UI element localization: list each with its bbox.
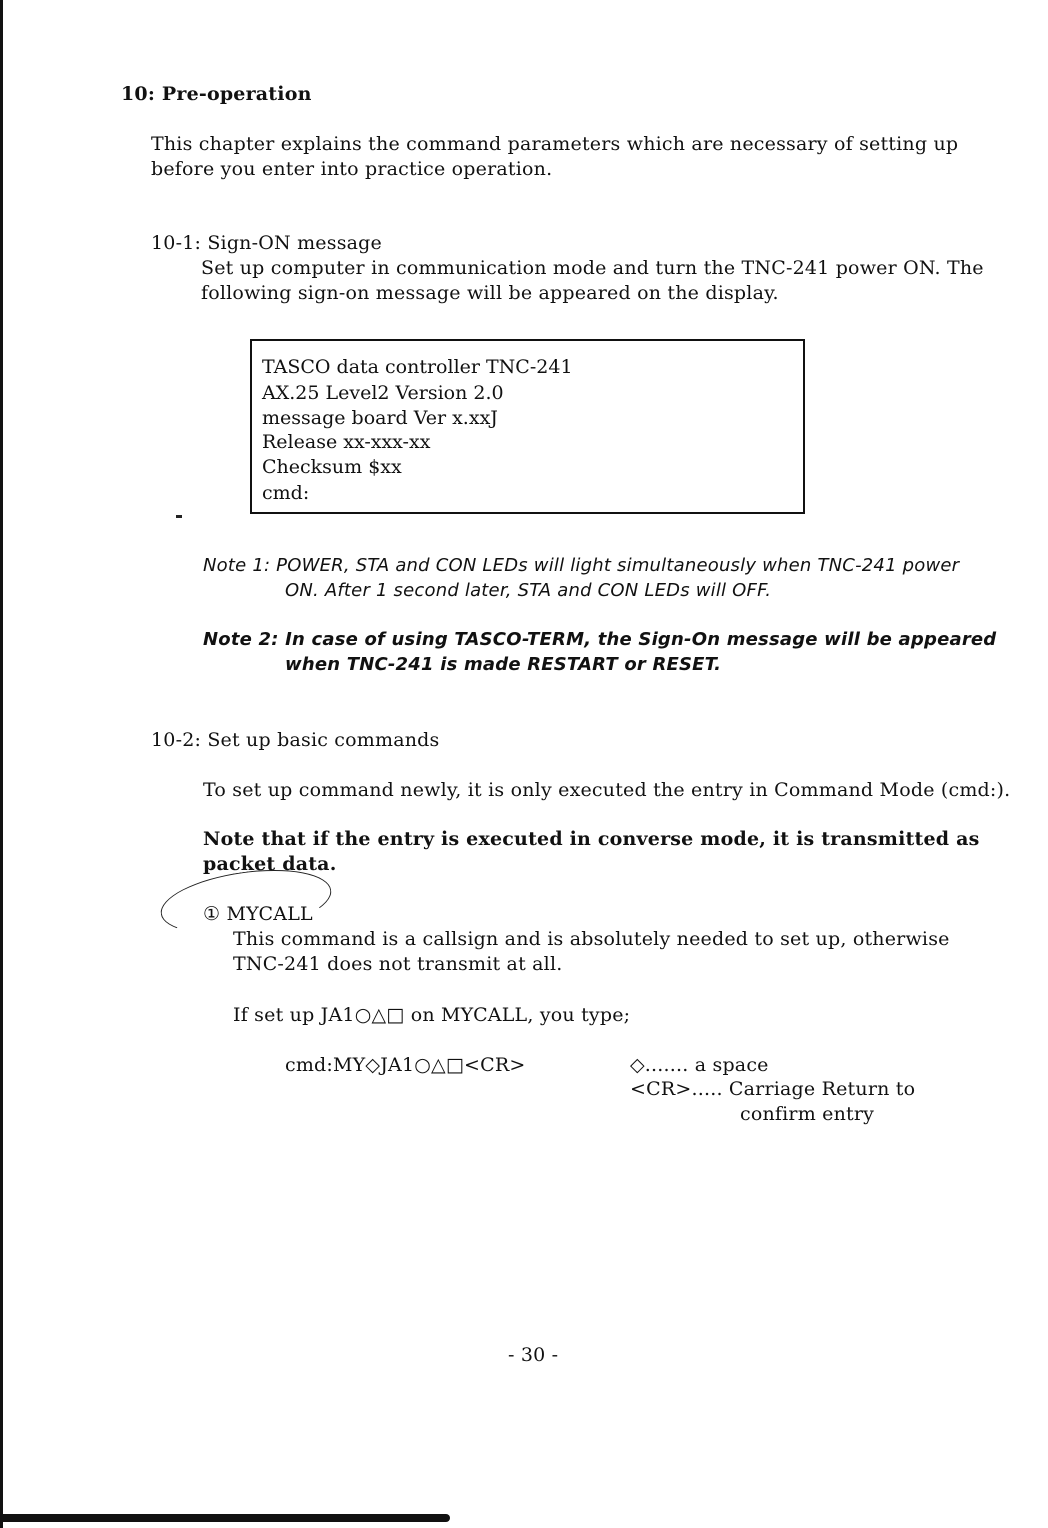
note-1-line-1: Note 1: POWER, STA and CON LEDs will light simultaneously when TNC-241 power (203, 555, 960, 576)
section-2-note-line-1: Note that if the entry is executed in converse mode, it is transmitted as (203, 828, 980, 850)
signon-line-4: Release xx-xxx-xx (262, 431, 431, 453)
page-number: - 30 - (508, 1344, 559, 1366)
note-2-line-1: Note 2: In case of using TASCO-TERM, the Sign-On message will be appeared (203, 629, 997, 650)
legend-cr: <CR>..... Carriage Return to (630, 1078, 916, 1100)
signon-message-box (250, 339, 805, 514)
scan-edge-left (0, 0, 3, 1528)
section-2-heading: 10-2: Set up basic commands (151, 729, 440, 751)
chapter-heading: 10: Pre-operation (121, 83, 312, 105)
mycall-desc-line-1: This command is a callsign and is absolutely needed to set up, otherwise (233, 928, 950, 950)
signon-line-1: TASCO data controller TNC-241 (262, 356, 573, 378)
note-1-line-2: ON. After 1 second later, STA and CON LEDs will OFF. (285, 580, 772, 601)
section-2-body: To set up command newly, it is only executed the entry in Command Mode (cmd:). (203, 779, 1011, 801)
scan-speck (176, 515, 182, 518)
signon-line-6: cmd: (262, 482, 310, 504)
signon-line-3: message board Ver x.xxJ (262, 407, 498, 429)
signon-line-2: AX.25 Level2 Version 2.0 (262, 382, 504, 404)
mycall-title: ① MYCALL (203, 903, 313, 925)
chapter-intro-line-2: before you enter into practice operation. (151, 158, 553, 180)
chapter-intro-line-1: This chapter explains the command parameters which are necessary of setting up (151, 133, 959, 155)
mycall-desc-line-2: TNC-241 does not transmit at all. (233, 953, 563, 975)
note-2-line-2: when TNC-241 is made RESTART or RESET. (285, 654, 722, 675)
section-1-heading: 10-1: Sign-ON message (151, 232, 382, 254)
section-1-body-line-1: Set up computer in communication mode and turn the TNC-241 power ON. The (201, 257, 984, 279)
mycall-command: cmd:MY◇JA1○△□<CR> (285, 1054, 526, 1076)
section-2-note-line-2: packet data. (203, 853, 337, 875)
signon-line-5: Checksum $xx (262, 456, 402, 478)
mycall-example-intro: If set up JA1○△□ on MYCALL, you type; (233, 1004, 631, 1026)
scan-edge-bottom (0, 1514, 450, 1522)
section-1-body-line-2: following sign-on message will be appeared on the display. (201, 282, 779, 304)
legend-confirm: confirm entry (740, 1103, 875, 1125)
legend-space: ◇....... a space (630, 1054, 769, 1076)
